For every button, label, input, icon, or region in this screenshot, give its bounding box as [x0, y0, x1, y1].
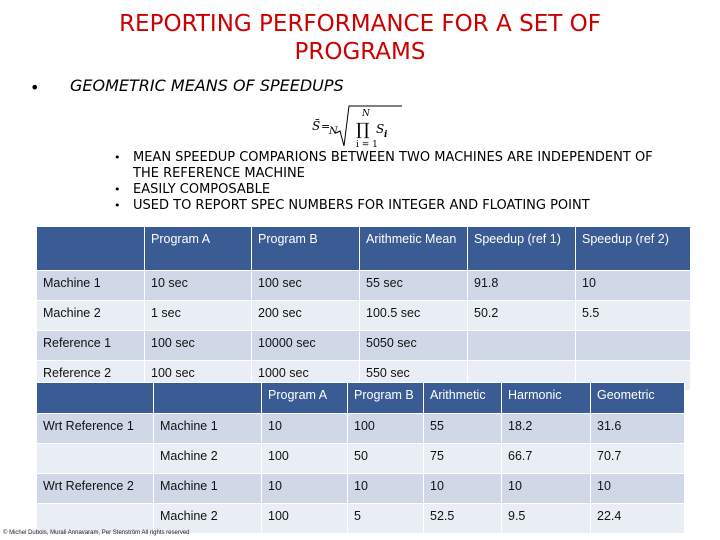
row-label: Machine 2	[154, 504, 262, 534]
empty-group-cell	[37, 504, 154, 534]
sub-bullet-text: EASILY COMPOSABLE	[133, 182, 271, 197]
table-cell: 100	[262, 504, 348, 534]
table-cell: 50.2	[468, 301, 576, 331]
formula-subscript: i	[384, 130, 388, 140]
table-cell: 55	[424, 414, 502, 444]
table-row	[37, 444, 685, 474]
table-cell: 1 sec	[145, 301, 252, 331]
table-cell: 75	[424, 444, 502, 474]
table-header-row	[37, 227, 691, 271]
execution-time-table	[36, 226, 691, 391]
table-cell: 200 sec	[252, 301, 360, 331]
table-cell: 10	[348, 474, 424, 504]
table-cell	[468, 331, 576, 361]
row-label: Machine 1	[37, 271, 145, 301]
formula-upper-limit: N	[362, 109, 370, 119]
row-label: Machine 1	[154, 474, 262, 504]
main-bullet-marker: •	[30, 78, 40, 97]
row-label: Machine 2	[154, 444, 262, 474]
table-cell	[576, 331, 691, 361]
geometric-mean-formula	[312, 104, 404, 150]
sub-bullet-item: • USED TO REPORT SPEC NUMBERS FOR INTEGER AND FLOATING POINT	[114, 198, 590, 213]
formula-lower-limit: i = 1	[356, 140, 378, 150]
table-cell: 50	[348, 444, 424, 474]
formula-product-operator: ∏	[356, 120, 370, 140]
table-row	[37, 474, 685, 504]
header-cell: Program A	[145, 227, 252, 271]
table-cell: 550 sec	[360, 361, 468, 391]
table-header-row	[37, 383, 685, 414]
empty-group-cell	[37, 444, 154, 474]
table-cell: 10	[262, 474, 348, 504]
table-row	[37, 331, 691, 361]
header-cell: Program A	[262, 383, 348, 414]
table-cell: 1000 sec	[252, 361, 360, 391]
table-cell: 100 sec	[145, 331, 252, 361]
table-cell: 100	[262, 444, 348, 474]
table-cell: 5	[348, 504, 424, 534]
table-cell: 10	[576, 271, 691, 301]
formula-equals: =	[321, 120, 331, 133]
empty-header-cell	[154, 383, 262, 414]
row-label: Reference 2	[37, 361, 145, 391]
sub-bullet-list	[114, 150, 654, 214]
table-row	[37, 414, 685, 444]
table-cell: 18.2	[502, 414, 591, 444]
header-cell: Arithmetic	[424, 383, 502, 414]
sub-bullet-item: • MEAN SPEEDUP COMPARIONS BETWEEN TWO MACHINES ARE INDEPENDENT OF THE REFERENCE MACHINE	[114, 150, 653, 181]
header-cell: Speedup (ref 1)	[468, 227, 576, 271]
table-row	[37, 301, 691, 331]
slide-title: REPORTING PERFORMANCE FOR A SET OF PROGRAMS	[119, 11, 601, 65]
group-label: Wrt Reference 1	[37, 414, 154, 444]
table-cell: 5050 sec	[360, 331, 468, 361]
table-cell: 5.5	[576, 301, 691, 331]
table-cell: 10 sec	[145, 271, 252, 301]
table-row	[37, 504, 685, 534]
table-cell: 10	[262, 414, 348, 444]
main-bullet-text: GEOMETRIC MEANS OF SPEEDUPS	[70, 76, 344, 95]
table-cell: 100 sec	[145, 361, 252, 391]
empty-header-cell	[37, 383, 154, 414]
table-cell: 10	[591, 474, 685, 504]
formula-term: S	[376, 122, 385, 136]
table-cell: 10	[424, 474, 502, 504]
formula-lhs: S̄	[312, 119, 321, 133]
table-cell: 52.5	[424, 504, 502, 534]
row-label: Machine 1	[154, 414, 262, 444]
group-label: Wrt Reference 2	[37, 474, 154, 504]
table-cell: 70.7	[591, 444, 685, 474]
copyright-footer: © Michel Dubois, Murali Annavaram, Per Stenström All rights reserved	[3, 530, 190, 536]
table-cell: 10000 sec	[252, 331, 360, 361]
table-cell: 31.6	[591, 414, 685, 444]
table-cell: 10	[502, 474, 591, 504]
header-cell	[37, 227, 145, 271]
header-cell: Program B	[348, 383, 424, 414]
table-cell: 55 sec	[360, 271, 468, 301]
header-cell: Harmonic	[502, 383, 591, 414]
header-cell: Geometric	[591, 383, 685, 414]
formula-root-index: N	[329, 126, 338, 137]
sub-bullet-item: • EASILY COMPOSABLE	[114, 182, 271, 197]
table-cell: 22.4	[591, 504, 685, 534]
table-cell: 9.5	[502, 504, 591, 534]
sub-bullet-text: USED TO REPORT SPEC NUMBERS FOR INTEGER AND FLOATING POINT	[133, 198, 590, 213]
header-cell: Program B	[252, 227, 360, 271]
table-cell: 91.8	[468, 271, 576, 301]
row-label: Machine 2	[37, 301, 145, 331]
table-cell: 100 sec	[252, 271, 360, 301]
table-cell: 100	[348, 414, 424, 444]
header-cell: Arithmetic Mean	[360, 227, 468, 271]
mean-comparison-table	[36, 382, 685, 534]
table-row	[37, 271, 691, 301]
sub-bullet-text: MEAN SPEEDUP COMPARIONS BETWEEN TWO MACHINES ARE INDEPENDENT OF THE REFERENCE MACHINE	[133, 150, 653, 181]
header-cell: Speedup (ref 2)	[576, 227, 691, 271]
table-cell: 100.5 sec	[360, 301, 468, 331]
table-cell: 66.7	[502, 444, 591, 474]
row-label: Reference 1	[37, 331, 145, 361]
